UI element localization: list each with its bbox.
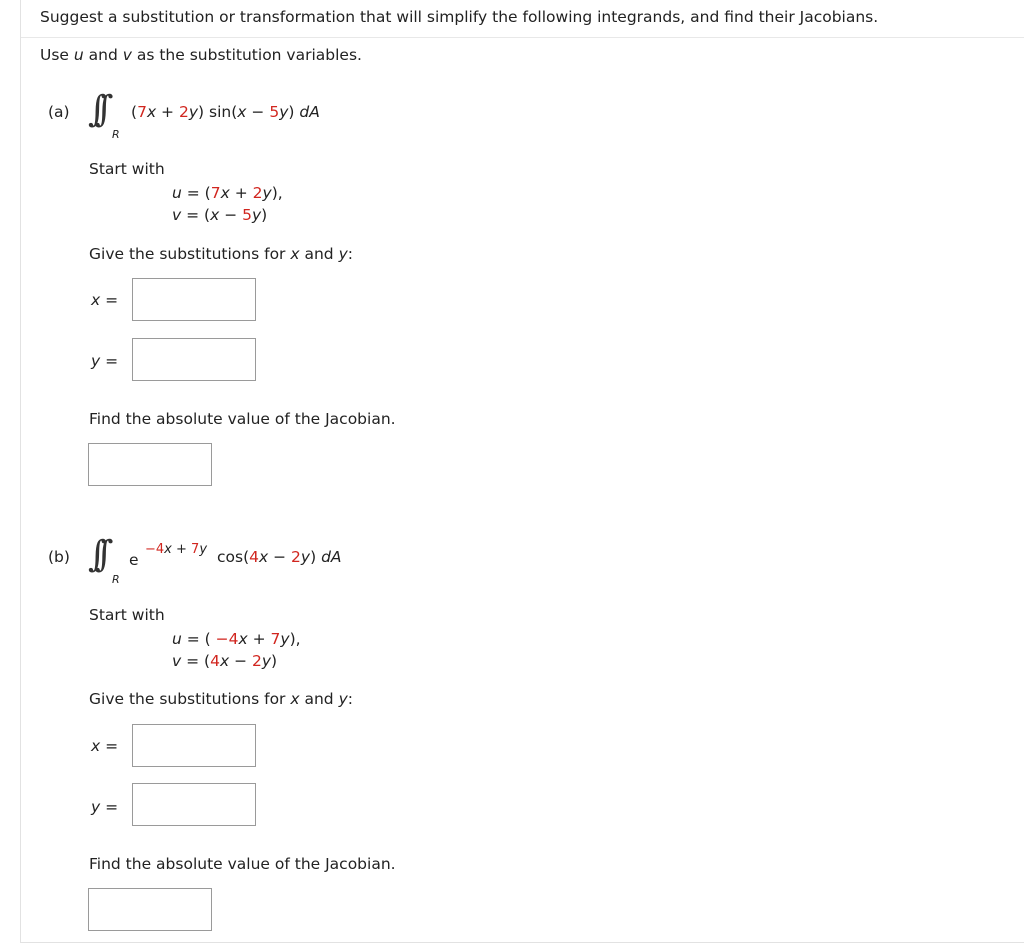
double-integral-icon: ∫∫ xyxy=(88,534,102,575)
double-integral-icon: ∫∫ xyxy=(88,89,102,130)
exponent-b: −4x + 7y xyxy=(145,542,208,557)
u-definition-a: u = (7x + 2y), xyxy=(172,184,283,202)
integrand-b: cos(4x − 2y) dA xyxy=(217,548,342,566)
y-input-b[interactable] xyxy=(132,783,256,826)
u-definition-b: u = ( −4x + 7y), xyxy=(172,630,301,648)
region-label: R xyxy=(112,128,120,141)
jacobian-input-a[interactable] xyxy=(88,443,212,486)
y-input-a[interactable] xyxy=(132,338,256,381)
give-substitutions-a: Give the substitutions for x and y: xyxy=(89,245,353,263)
region-label: R xyxy=(112,573,120,586)
y-label-a: y = xyxy=(91,352,119,370)
divider xyxy=(21,37,1024,38)
y-label-b: y = xyxy=(91,798,119,816)
v-definition-b: v = (4x − 2y) xyxy=(172,652,278,670)
give-substitutions-b: Give the substitutions for x and y: xyxy=(89,690,353,708)
v-definition-a: v = (x − 5y) xyxy=(172,206,268,224)
instructions-line-1: Suggest a substitution or transformation that will simplify the following integrands, and find their Jacobians. xyxy=(40,8,879,26)
part-a-label: (a) xyxy=(48,103,70,121)
jacobian-input-b[interactable] xyxy=(88,888,212,931)
jacobian-prompt-b: Find the absolute value of the Jacobian. xyxy=(89,855,396,873)
instructions-line-2: Use u and v as the substitution variables. xyxy=(40,46,362,64)
start-with-a: Start with xyxy=(89,160,165,178)
part-b-label: (b) xyxy=(48,548,70,566)
x-label-a: x = xyxy=(91,291,119,309)
start-with-b: Start with xyxy=(89,606,165,624)
x-input-b[interactable] xyxy=(132,724,256,767)
integrand-a: (7x + 2y) sin(x − 5y) dA xyxy=(131,103,320,121)
exponential-base: e xyxy=(129,551,139,569)
x-input-a[interactable] xyxy=(132,278,256,321)
jacobian-prompt-a: Find the absolute value of the Jacobian. xyxy=(89,410,396,428)
x-label-b: x = xyxy=(91,737,119,755)
